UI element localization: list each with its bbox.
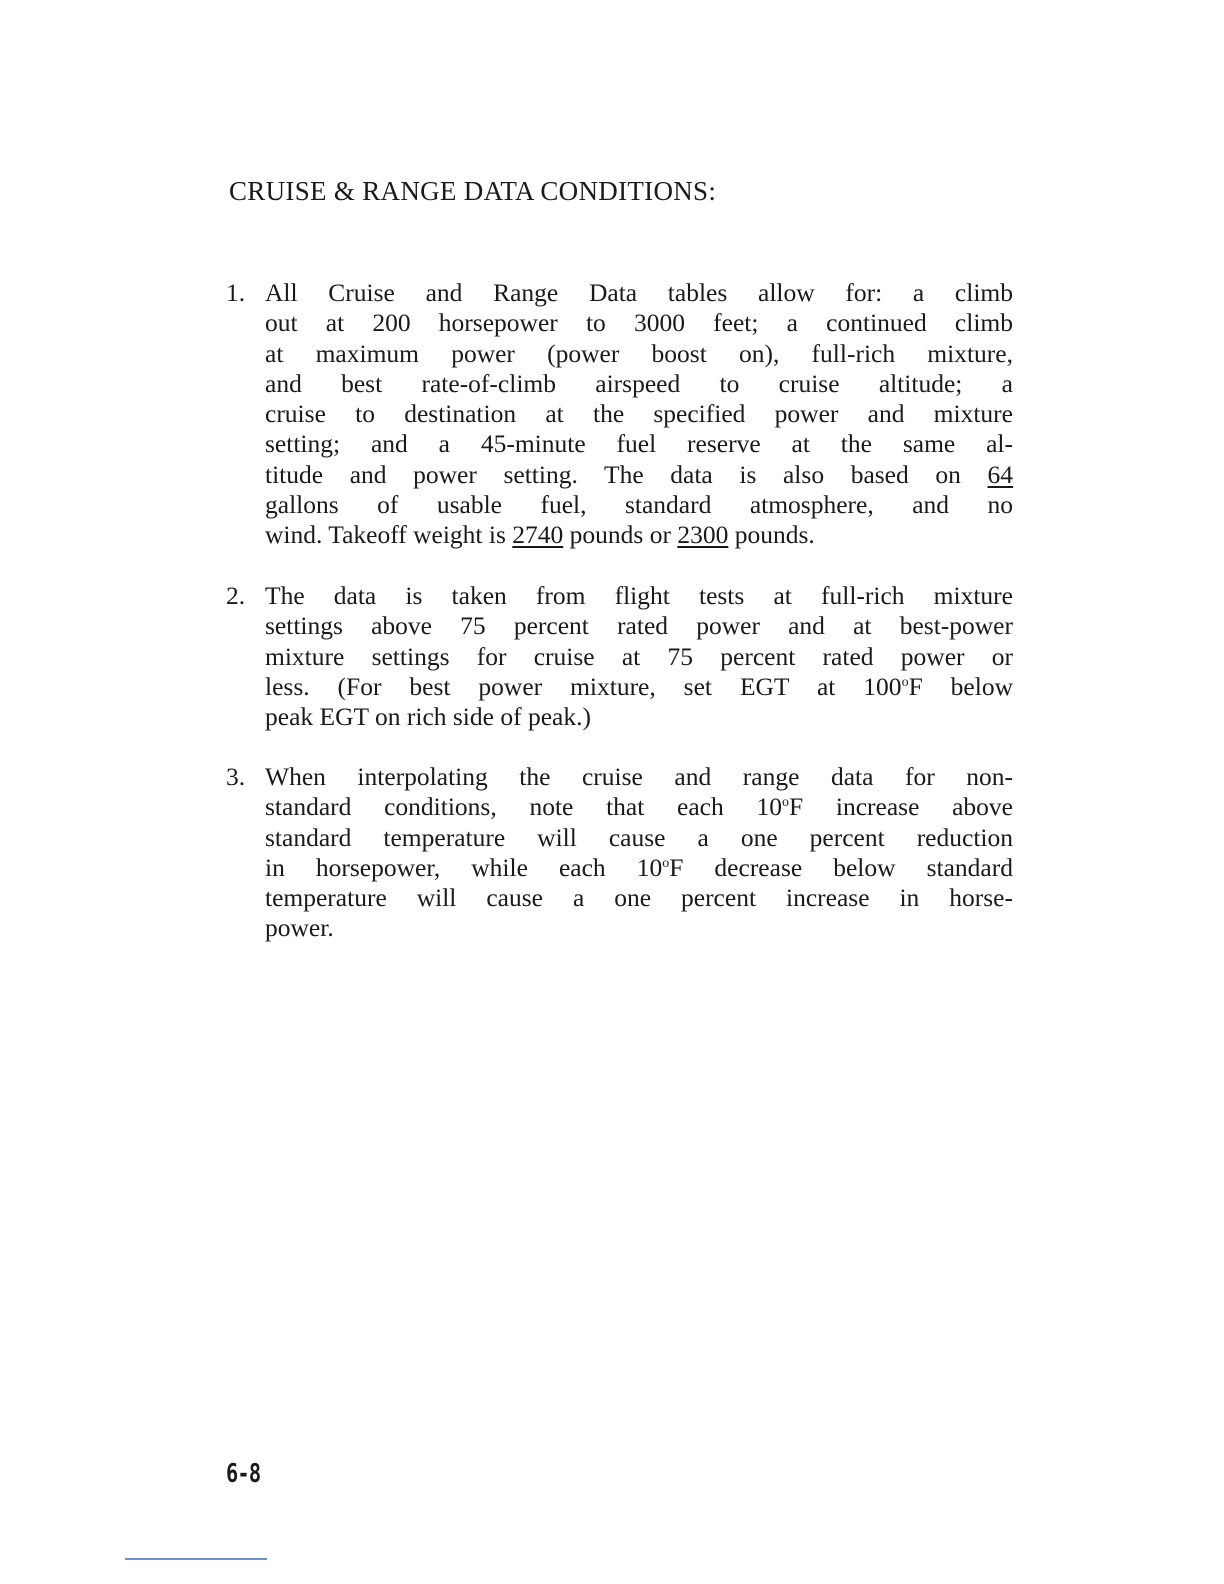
- text-line: All Cruise and Range Data tables allow for: a climb: [265, 278, 1013, 307]
- text-segment: wind. Takeoff weight is: [265, 520, 513, 550]
- text-segment: F decrease below standard: [669, 852, 1013, 882]
- text-segment: F increase above: [788, 792, 1014, 822]
- text-line: out at 200 horsepower to 3000 feet; a continued climb: [265, 308, 1013, 338]
- underlined-value: 64: [987, 459, 1013, 489]
- item-number: 2.: [226, 581, 246, 610]
- text-segment: in horsepower, while each 10: [265, 852, 663, 882]
- text-segment: standard conditions, note that each 10: [265, 792, 782, 822]
- item-number: 1.: [226, 278, 246, 307]
- text-line: cruise to destination at the specified power and mixture: [265, 399, 1013, 429]
- text-line: [265, 672, 1013, 702]
- section-heading: CRUISE & RANGE DATA CONDITIONS:: [229, 176, 717, 206]
- item-text: [265, 762, 1013, 944]
- text-line: When interpolating the cruise and range data for non-: [265, 762, 1013, 791]
- underlined-value: 2300: [677, 520, 729, 550]
- text-line: temperature will cause a one percent increase in horse-: [265, 883, 1013, 913]
- text-segment: pounds or: [563, 520, 678, 550]
- degree-superscript: o: [781, 795, 789, 811]
- text-line: settings above 75 percent rated power and at best-power: [265, 611, 1013, 641]
- text-segment: titude and power setting. The data is also based on: [265, 459, 988, 489]
- text-line: [265, 853, 1013, 883]
- text-line: [265, 792, 1013, 822]
- underlined-value: 2740: [512, 520, 564, 550]
- text-line: mixture settings for cruise at 75 percent rated power or: [265, 641, 1013, 671]
- footer-rule: [125, 1558, 267, 1560]
- text-line: gallons of usable fuel, standard atmosphere, and no: [265, 490, 1013, 520]
- text-line: [265, 460, 1013, 490]
- text-line: at maximum power (power boost on), full-rich mixture,: [265, 338, 1013, 368]
- degree-superscript: o: [901, 674, 909, 690]
- text-segment: F below: [908, 671, 1013, 701]
- text-line: setting; and a 45-minute fuel reserve at the same al-: [265, 429, 1013, 459]
- text-line: and best rate-of-climb airspeed to cruise altitude; a: [265, 368, 1013, 398]
- text-line: The data is taken from flight tests at full-rich mixture: [265, 581, 1013, 610]
- page-number: 6-8: [226, 1459, 261, 1489]
- degree-superscript: o: [662, 855, 670, 871]
- text-line: peak EGT on rich side of peak.): [265, 702, 591, 732]
- text-segment: less. (For best power mixture, set EGT at 100: [265, 671, 902, 701]
- text-line: standard temperature will cause a one percent reduction: [265, 822, 1013, 852]
- item-number: 3.: [226, 762, 246, 791]
- text-segment: pounds.: [728, 520, 815, 550]
- text-line: power.: [265, 913, 334, 943]
- item-text: [265, 278, 1013, 551]
- text-line: [265, 520, 1013, 550]
- item-text: [265, 581, 1013, 732]
